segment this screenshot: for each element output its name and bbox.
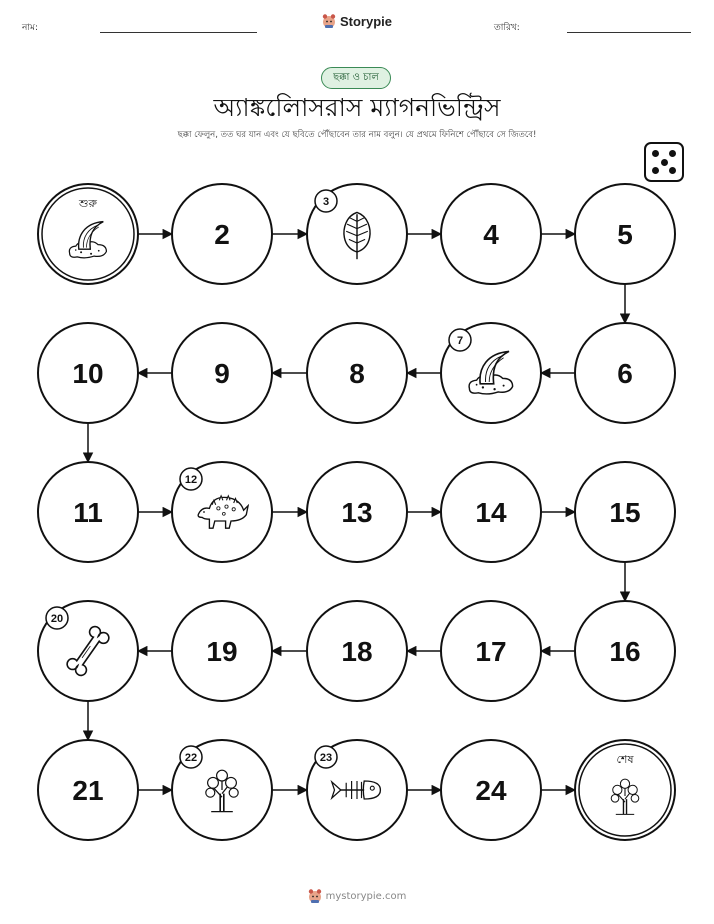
board-cell-13[interactable]	[307, 462, 407, 562]
board-cell-25[interactable]	[575, 740, 675, 840]
cell-number: 24	[475, 775, 507, 806]
cell-number: 16	[609, 636, 641, 667]
cell-number: 13	[341, 497, 373, 528]
cell-number: 2	[214, 219, 230, 250]
cell-number: 22	[184, 752, 198, 764]
cell-number: 3	[322, 196, 330, 208]
board-cell-2[interactable]	[172, 184, 272, 284]
board-cell-15[interactable]	[575, 462, 675, 562]
cell-number: 23	[319, 752, 333, 764]
cell-number: 19	[206, 636, 238, 667]
cell-number: 4	[483, 219, 499, 250]
cell-number: 5	[617, 219, 633, 250]
board-cell-24[interactable]	[441, 740, 541, 840]
date-label: তারিখ:	[494, 23, 520, 33]
board-cell-5[interactable]	[575, 184, 675, 284]
page-title: অ্যাঙ্কলিোসরাস ম্যাগনভিন্ট্রিস	[213, 93, 501, 122]
cell-number: 15	[609, 497, 641, 528]
cell-number: 20	[50, 613, 64, 625]
board-cell-20[interactable]	[38, 601, 138, 701]
instructions: ছক্কা ফেলুন, তত ঘর যান এবং যে ছবিতে পৌঁছাবেন তার নাম বলুন। যে প্রথমে ফিনিশে পৌঁছাবে সে জিতবে!	[177, 130, 537, 140]
cell-number: 21	[72, 775, 104, 806]
board-cell-21[interactable]	[38, 740, 138, 840]
board-cell-9[interactable]	[172, 323, 272, 423]
cell-number: 12	[184, 474, 198, 486]
board-cell-8[interactable]	[307, 323, 407, 423]
start-label: শুরু	[79, 197, 97, 210]
board-cell-4[interactable]	[441, 184, 541, 284]
cell-number: 7	[456, 335, 464, 347]
board-cell-7[interactable]	[441, 323, 541, 423]
name-label: নাম:	[22, 23, 39, 33]
cell-number: 10	[72, 358, 104, 389]
cell-number: 6	[617, 358, 633, 389]
board-cells	[38, 184, 675, 840]
cell-number: 18	[341, 636, 373, 667]
board-cell-16[interactable]	[575, 601, 675, 701]
cell-number: 8	[349, 358, 365, 389]
cell-number: 14	[475, 497, 507, 528]
brand-name: Storypie	[339, 13, 392, 29]
board-cell-1[interactable]	[38, 184, 138, 284]
board-cell-12[interactable]	[172, 462, 272, 562]
end-label: শেষ	[616, 753, 634, 766]
board-cell-14[interactable]	[441, 462, 541, 562]
board-cell-17[interactable]	[441, 601, 541, 701]
board-cell-18[interactable]	[307, 601, 407, 701]
storypie-footer-logo-icon	[308, 888, 322, 904]
board-cell-11[interactable]	[38, 462, 138, 562]
cell-number: 9	[214, 358, 230, 389]
board-cell-3[interactable]	[307, 184, 407, 284]
footer-url[interactable]: mystorypie.com	[325, 890, 407, 902]
footer	[0, 888, 714, 908]
board-cell-10[interactable]	[38, 323, 138, 423]
board-cell-23[interactable]	[307, 740, 407, 840]
board-cell-22[interactable]	[172, 740, 272, 840]
cell-number: 11	[73, 497, 103, 528]
category-pill: ছক্কা ও চাল	[321, 67, 391, 89]
board-cell-6[interactable]	[575, 323, 675, 423]
board-cell-19[interactable]	[172, 601, 272, 701]
cell-number: 17	[475, 636, 507, 667]
